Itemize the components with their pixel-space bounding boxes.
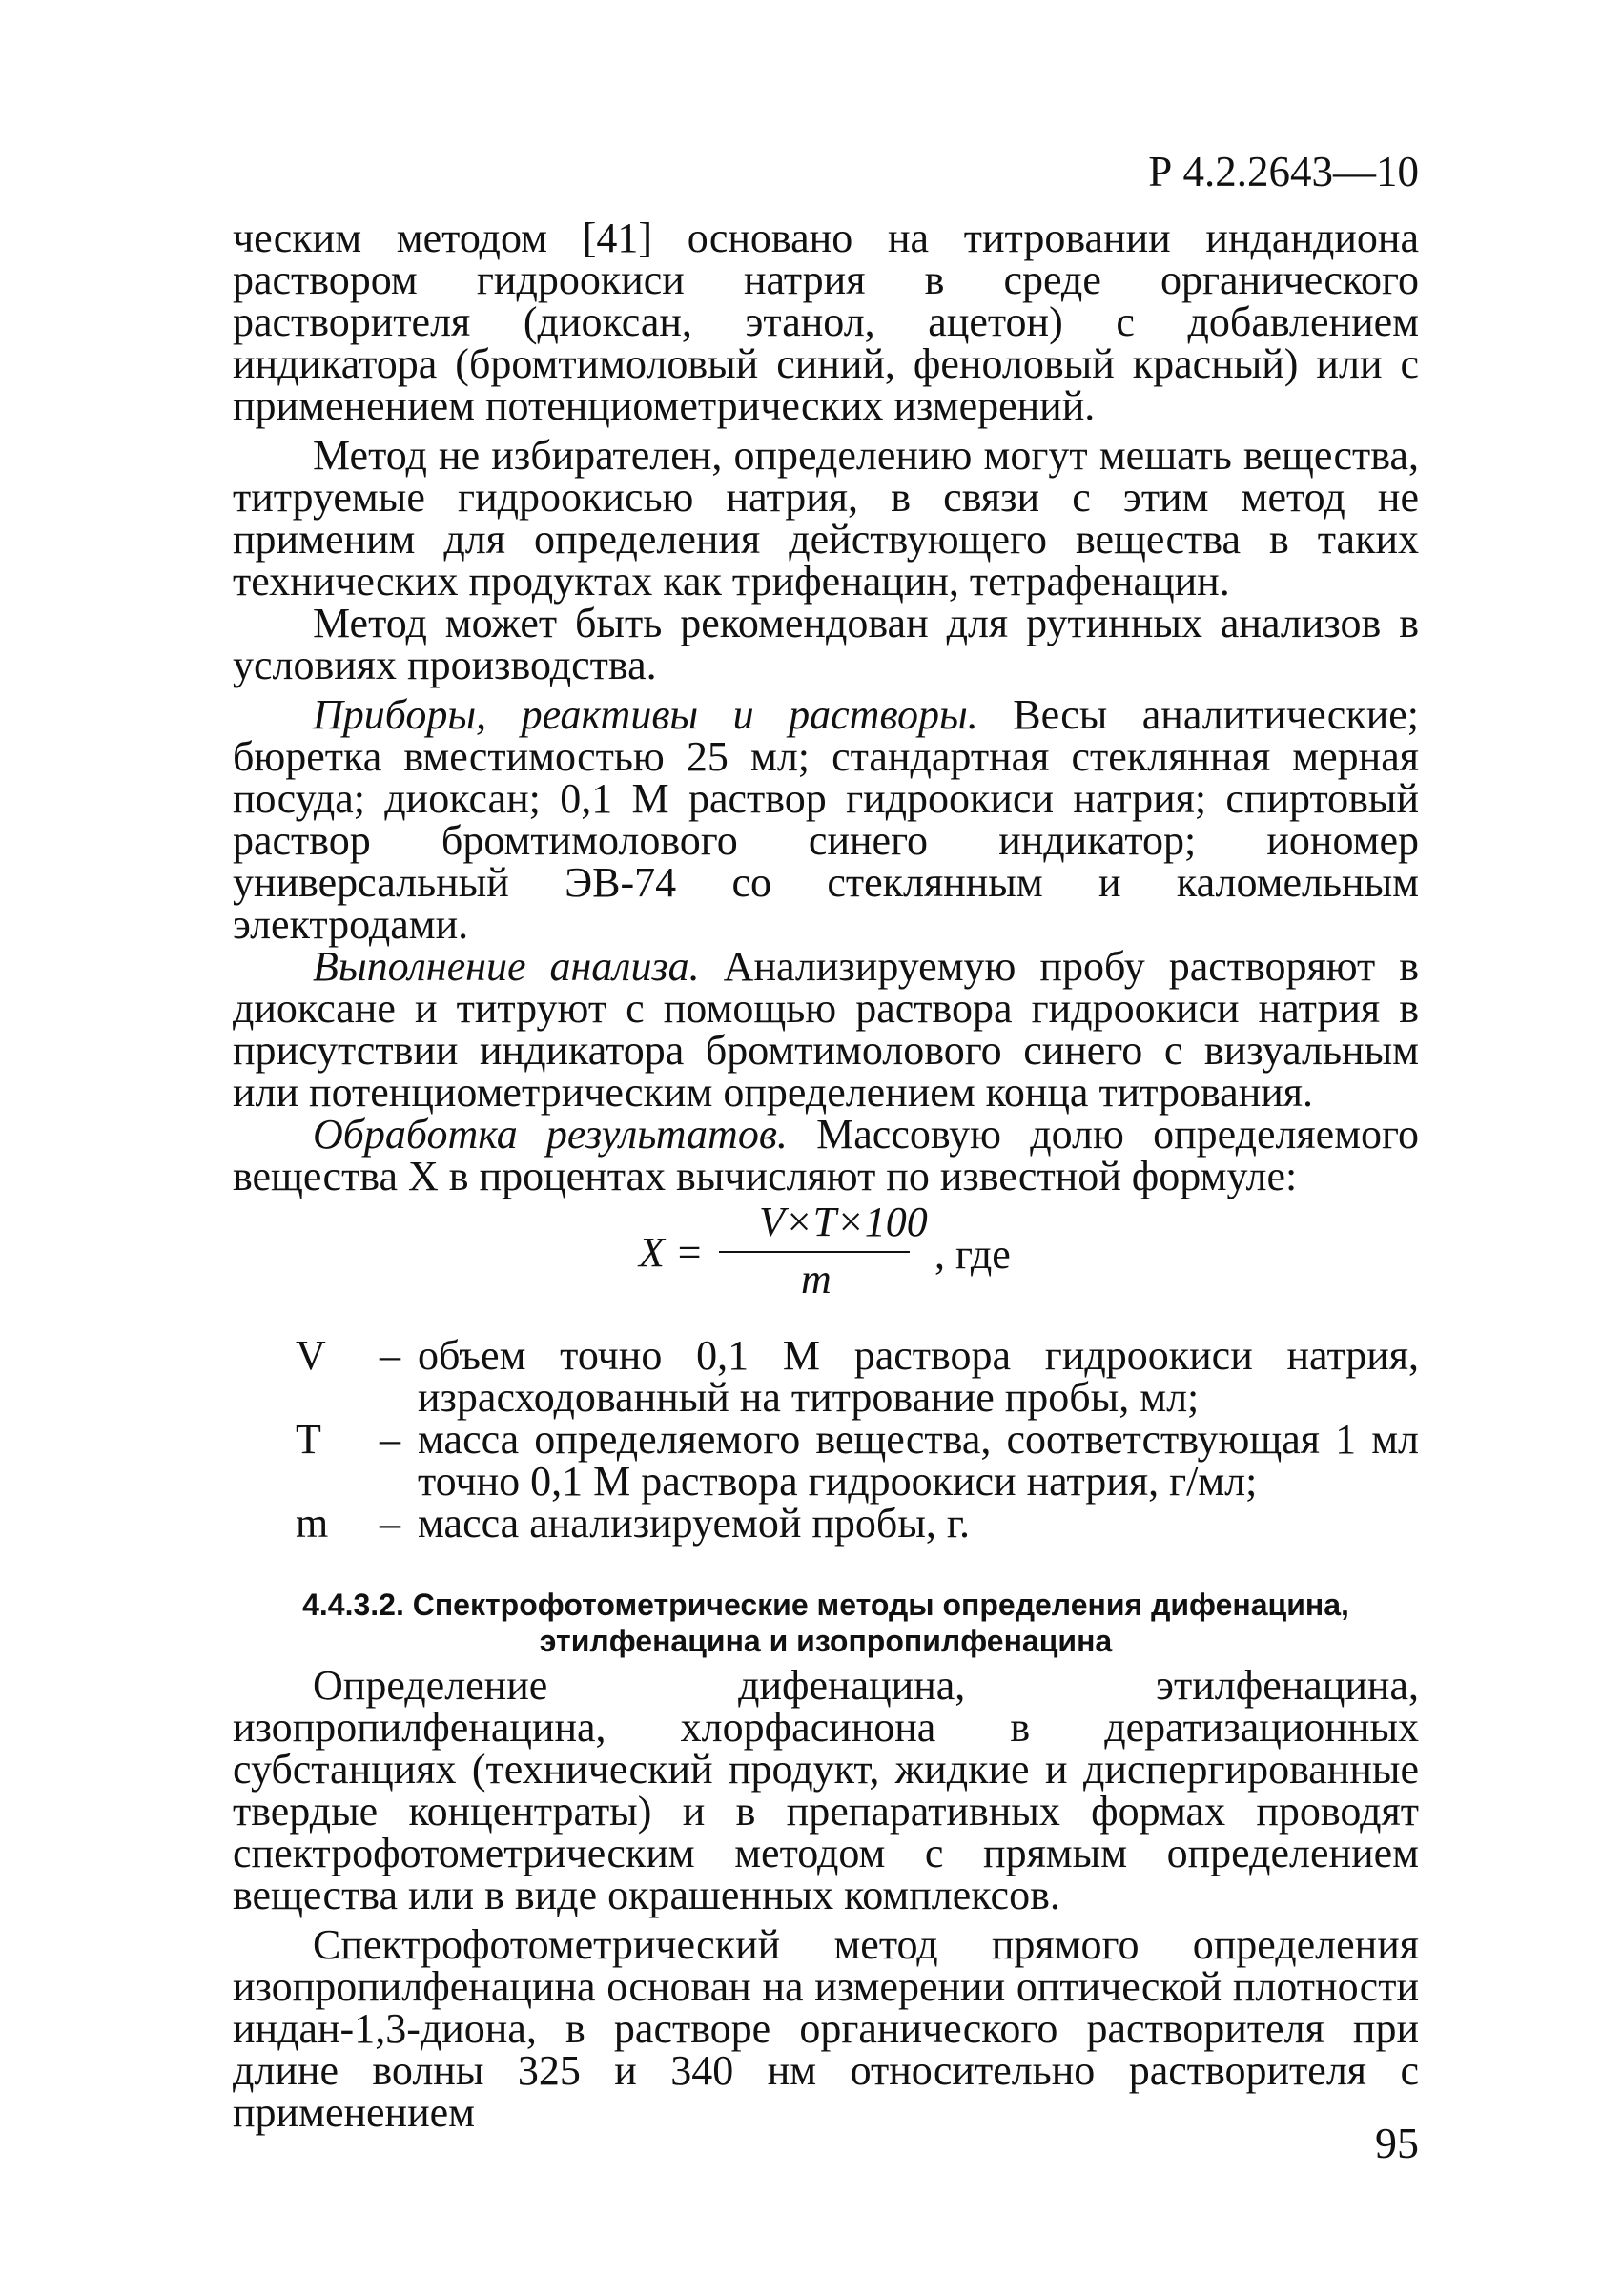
definition-symbol: V [296, 1332, 326, 1379]
paragraph-equipment [233, 691, 1420, 948]
paragraph-recommendation: Метод может быть рекомендован для рутинных анализов в условиях производства. [233, 600, 1419, 688]
equipment-lead: Приборы, реактивы и растворы. [313, 691, 978, 738]
section-heading-line-1: 4.4.3.2. Спектрофотометрические методы определения дифенацина, [302, 1588, 1349, 1622]
formula-fraction-bar [719, 1251, 910, 1253]
definition-symbol: T [296, 1416, 321, 1463]
results-text: Массовую долю определяемого вещества Х в процентах вычисляют по известной формуле: [233, 1111, 1419, 1199]
body-text [233, 217, 1419, 2134]
page-number: 95 [1375, 2119, 1419, 2167]
paragraph-results [233, 1111, 1419, 1199]
paragraph-spectro-scope: Определение дифенацина, этилфенацина, изопропилфенацина, хлорфасинона в дератизационных субстанциях (технический продукт, жидкие и диспергированные твердые концентраты) и в препаративных формах проводят спектрофотометрическим методом с прямым определением вещества или в виде окрашенных комплексов. [233, 1662, 1419, 1918]
formula-denominator: m [801, 1256, 832, 1302]
definition-row [233, 1416, 1419, 1505]
definition-dash: – [380, 1500, 400, 1547]
section-heading-line-2: этилфенацина и изопропилфенацина [539, 1624, 1113, 1658]
definition-dash: – [380, 1332, 400, 1379]
paragraph-continuation: ческим методом [41] основано на титровании индандиона раствором гидроокиси натрия в среде органического растворителя (диоксан, этанол, ацетон) с добавлением индикатора (бромтимоловый синий, феноловый красный) или с применением потенциометрических измерений. [233, 215, 1419, 429]
paragraph-selectivity: Метод не избирателен, определению могут мешать вещества, титруемые гидроокисью натрия, в связи с этим метод не применим для определения действующего вещества в таких технических продуктах как трифенацин, тетрафенацин. [233, 432, 1419, 605]
paragraph-spectro-method: Спектрофотометрический метод прямого определения изопропилфенацина основан на измерении оптической плотности индан-1,3-диона, в растворе органического растворителя при длине волны 325 и 340 нм относительно растворителя с применением [233, 1921, 1419, 2136]
section-heading [233, 1587, 1419, 1659]
definition-row [233, 1500, 1419, 1547]
definition-text: масса определяемого вещества, соответствующая 1 мл точно 0,1 М раствора гидроокиси натрия, г/мл; [418, 1416, 1419, 1505]
definition-text: масса анализируемой пробы, г. [418, 1500, 970, 1547]
definition-text: объем точно 0,1 М раствора гидроокиси натрия, израсходованный на титрование пробы, мл; [418, 1332, 1419, 1421]
paragraph-procedure [233, 943, 1419, 1116]
procedure-lead: Выполнение анализа. [313, 943, 700, 990]
formula-numerator: V×T×100 [759, 1199, 928, 1245]
formula-where: , где [934, 1231, 1011, 1278]
procedure-text: Анализируемую пробу растворяют в диоксане и титруют с помощью раствора гидроокиси натрия в присутствии индикатора бромтимолового синего с визуальным или потенциометрическим определением конца титрования. [233, 943, 1419, 1116]
mass-fraction-formula [233, 1199, 1419, 1302]
document-code: Р 4.2.2643—10 [1148, 148, 1419, 195]
definition-dash: – [380, 1416, 400, 1463]
definition-row [233, 1332, 1419, 1421]
formula-lhs: X = [639, 1229, 704, 1276]
equipment-text: Весы аналитические; бюретка вместимостью 25 мл; стандартная стеклянная мерная посуда; диоксан; 0,1 М раствор гидроокиси натрия; спиртовый раствор бромтимолового синего индикатор; иономер универсальный ЭВ-74 со стеклянным и каломельным электродами. [233, 691, 1420, 948]
definition-symbol: m [296, 1500, 329, 1547]
results-lead: Обработка результатов. [313, 1111, 788, 1158]
variable-definitions [233, 1332, 1419, 1547]
